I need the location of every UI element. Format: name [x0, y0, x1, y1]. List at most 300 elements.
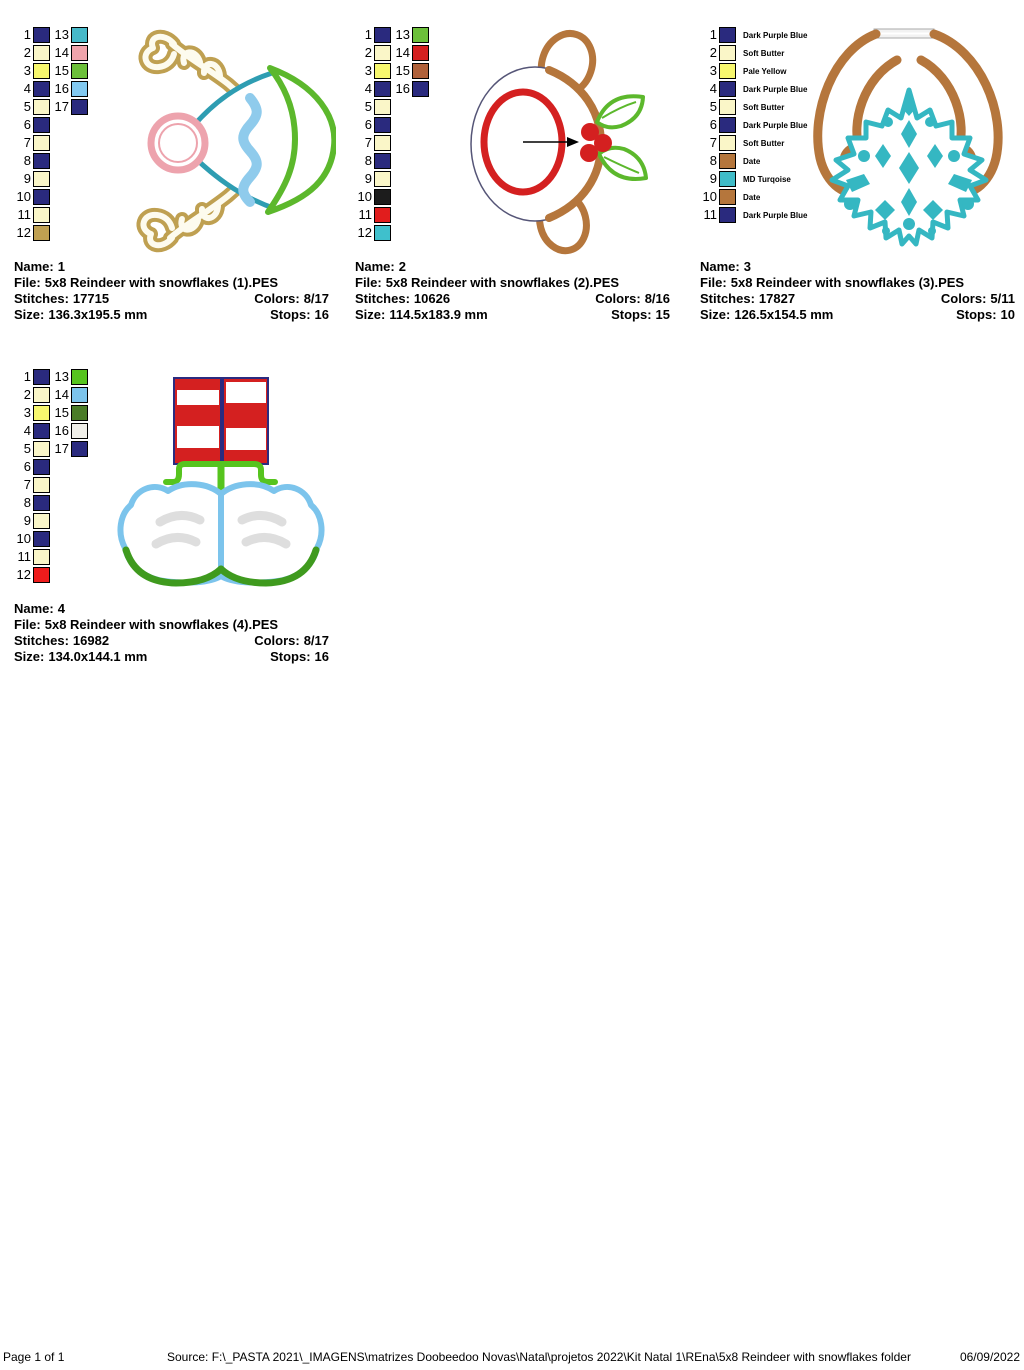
thread-color-entry: [52, 80, 88, 98]
name-label: Name:: [355, 259, 395, 274]
elf-legs-and-boots-drawing: [114, 370, 329, 600]
thread-color-entry: [393, 80, 429, 98]
thread-color-row: [14, 170, 88, 188]
thread-color-entry: [393, 62, 429, 80]
stops-value: 16: [314, 649, 329, 664]
thread-color-number: 11: [17, 207, 31, 222]
thread-color-number: 15: [54, 405, 69, 420]
thread-color-row: [700, 152, 807, 170]
thread-color-row: [700, 98, 807, 116]
thread-color-swatch: [719, 153, 736, 169]
thread-color-number: 13: [54, 369, 69, 384]
thread-color-swatch: [33, 207, 50, 223]
thread-color-entry: [700, 80, 807, 98]
thread-color-row: [700, 188, 807, 206]
design-section-1: [14, 20, 346, 350]
meta-file-line: [14, 275, 329, 291]
thread-color-swatch: [719, 99, 736, 115]
thread-color-number: 13: [54, 27, 69, 42]
thread-color-entry: [355, 26, 391, 44]
page-footer: [0, 1350, 1024, 1366]
thread-color-number: 10: [16, 531, 31, 546]
thread-color-entry: [355, 80, 391, 98]
name-value: 3: [743, 259, 751, 274]
thread-color-entry: [52, 62, 88, 80]
thread-color-swatch: [71, 27, 88, 43]
thread-color-number: 6: [709, 117, 717, 132]
thread-color-entry: [14, 368, 50, 386]
stitches-label: Stitches:: [14, 291, 69, 306]
thread-color-entry: [52, 44, 88, 62]
thread-color-number: 11: [358, 207, 372, 222]
thread-color-entry: [355, 62, 391, 80]
thread-color-entry: [355, 98, 391, 116]
colors-value: 8/16: [644, 291, 670, 306]
thread-color-swatch: [71, 405, 88, 421]
thread-color-entry: [700, 134, 784, 152]
thread-color-number: 7: [364, 135, 372, 150]
thread-color-list: [700, 26, 807, 224]
thread-color-number: 17: [54, 441, 69, 456]
thread-color-number: 9: [709, 171, 717, 186]
thread-color-row: [14, 494, 88, 512]
thread-color-swatch: [33, 513, 50, 529]
thread-color-swatch: [33, 531, 50, 547]
thread-color-row: [700, 62, 807, 80]
thread-color-entry: [14, 476, 50, 494]
thread-color-row: [14, 458, 88, 476]
thread-color-swatch: [374, 45, 391, 61]
thread-color-name: Pale Yellow: [743, 66, 787, 76]
name-value: 1: [57, 259, 65, 274]
thread-color-row: [14, 530, 88, 548]
thread-color-entry: [393, 26, 429, 44]
file-value: 5x8 Reindeer with snowflakes (3).PES: [730, 275, 965, 290]
thread-color-row: [14, 548, 88, 566]
thread-color-entry: [355, 116, 391, 134]
reindeer-head-with-holly-drawing: [463, 26, 678, 256]
thread-color-entry: [14, 404, 50, 422]
thread-color-number: 14: [54, 45, 69, 60]
thread-color-swatch: [33, 387, 50, 403]
file-value: 5x8 Reindeer with snowflakes (4).PES: [44, 617, 279, 632]
thread-color-swatch: [71, 387, 88, 403]
thread-color-row: [355, 188, 429, 206]
size-value: 126.5x154.5 mm: [734, 307, 834, 322]
stitches-value: 17715: [72, 291, 110, 306]
file-label: File:: [14, 617, 41, 632]
stitches-value: 17827: [758, 291, 796, 306]
thread-color-entry: [355, 206, 391, 224]
thread-color-swatch: [374, 27, 391, 43]
stops-label: Stops:: [270, 649, 311, 664]
meta-file-line: [14, 617, 329, 633]
thread-color-entry: [355, 134, 391, 152]
thread-color-swatch: [374, 225, 391, 241]
thread-color-number: 3: [364, 63, 372, 78]
stitches-label: Stitches:: [355, 291, 410, 306]
thread-color-number: 12: [16, 567, 31, 582]
thread-color-row: [14, 206, 88, 224]
thread-color-swatch: [719, 207, 736, 223]
thread-color-swatch: [374, 189, 391, 205]
design-preview-antlers-snowflake: [800, 24, 1020, 259]
thread-color-entry: [14, 440, 50, 458]
thread-color-row: [700, 134, 807, 152]
thread-color-number: 8: [709, 153, 717, 168]
thread-color-name: Soft Butter: [743, 48, 785, 58]
thread-color-entry: [14, 422, 50, 440]
thread-color-number: 16: [54, 423, 69, 438]
thread-color-number: 10: [16, 189, 31, 204]
thread-color-swatch: [374, 153, 391, 169]
thread-color-swatch: [33, 549, 50, 565]
thread-color-swatch: [412, 45, 429, 61]
size-value: 114.5x183.9 mm: [389, 307, 488, 322]
thread-color-row: [355, 152, 429, 170]
thread-color-swatch: [412, 27, 429, 43]
size-label: Size:: [355, 307, 386, 322]
size-label: Size:: [14, 649, 45, 664]
thread-color-number: 3: [23, 405, 31, 420]
thread-color-swatch: [33, 567, 50, 583]
thread-color-name: Dark Purple Blue: [743, 30, 808, 40]
thread-color-number: 2: [709, 45, 717, 60]
colors-label: Colors:: [940, 291, 987, 306]
thread-color-row: [355, 116, 429, 134]
thread-color-number: 5: [23, 99, 31, 114]
thread-color-entry: [700, 116, 807, 134]
thread-color-row: [14, 512, 88, 530]
thread-color-number: 3: [23, 63, 31, 78]
meta-stitches-line: [700, 291, 1015, 307]
thread-color-row: [700, 206, 807, 224]
thread-color-number: 1: [709, 27, 717, 42]
thread-color-number: 6: [364, 117, 372, 132]
thread-color-entry: [14, 530, 50, 548]
thread-color-entry: [14, 62, 50, 80]
design-meta-2: [355, 259, 670, 323]
thread-color-swatch: [374, 207, 391, 223]
thread-color-swatch: [33, 27, 50, 43]
stitches-value: 16982: [72, 633, 110, 648]
thread-color-list: [14, 368, 88, 584]
thread-color-number: 11: [17, 549, 31, 564]
stitches-value: 10626: [413, 291, 451, 306]
thread-color-entry: [52, 440, 88, 458]
thread-color-row: [700, 80, 807, 98]
thread-color-name: Dark Purple Blue: [743, 210, 808, 220]
thread-color-list: [14, 26, 88, 242]
meta-size-line: [14, 307, 329, 323]
thread-color-swatch: [71, 369, 88, 385]
thread-color-entry: [14, 98, 50, 116]
thread-color-swatch: [719, 189, 736, 205]
thread-color-number: 16: [54, 81, 69, 96]
thread-color-name: Soft Butter: [743, 102, 785, 112]
thread-color-name: Date: [743, 156, 761, 166]
file-label: File:: [355, 275, 382, 290]
thread-color-swatch: [33, 99, 50, 115]
thread-color-number: 6: [23, 117, 31, 132]
thread-color-row: [700, 44, 807, 62]
design-preview-hat-antlers: [126, 26, 336, 261]
thread-color-swatch: [719, 171, 736, 187]
thread-color-swatch: [719, 45, 736, 61]
stops-label: Stops:: [956, 307, 997, 322]
thread-color-swatch: [412, 81, 429, 97]
thread-color-entry: [355, 170, 391, 188]
thread-color-number: 8: [23, 495, 31, 510]
thread-color-entry: [14, 206, 50, 224]
stops-label: Stops:: [270, 307, 311, 322]
thread-color-row: [355, 26, 429, 44]
meta-size-line: [355, 307, 670, 323]
thread-color-row: [14, 386, 88, 404]
design-preview-elf-boots: [114, 370, 329, 605]
colors-value: 5/11: [990, 291, 1015, 306]
thread-color-row: [355, 62, 429, 80]
thread-color-swatch: [33, 63, 50, 79]
size-label: Size:: [700, 307, 731, 322]
thread-color-name: Dark Purple Blue: [743, 120, 808, 130]
thread-color-entry: [52, 368, 88, 386]
file-value: 5x8 Reindeer with snowflakes (2).PES: [385, 275, 620, 290]
thread-color-name: MD Turqoise: [743, 174, 791, 184]
thread-color-number: 4: [364, 81, 372, 96]
thread-color-number: 1: [23, 369, 31, 384]
stitches-label: Stitches:: [14, 633, 69, 648]
thread-color-swatch: [33, 189, 50, 205]
thread-color-entry: [14, 116, 50, 134]
thread-color-name: Dark Purple Blue: [743, 84, 808, 94]
name-label: Name:: [700, 259, 740, 274]
thread-color-swatch: [719, 117, 736, 133]
thread-color-swatch: [71, 441, 88, 457]
thread-color-entry: [14, 80, 50, 98]
thread-color-entry: [700, 98, 784, 116]
thread-color-entry: [700, 206, 807, 224]
thread-color-entry: [14, 170, 50, 188]
thread-color-entry: [700, 152, 760, 170]
thread-color-swatch: [33, 423, 50, 439]
antlers-with-snowflake-drawing: [800, 24, 1020, 254]
thread-color-row: [14, 134, 88, 152]
thread-color-swatch: [33, 117, 50, 133]
thread-color-row: [14, 62, 88, 80]
stops-label: Stops:: [611, 307, 652, 322]
thread-color-entry: [355, 152, 391, 170]
thread-color-entry: [52, 404, 88, 422]
thread-color-swatch: [374, 99, 391, 115]
thread-color-row: [14, 26, 88, 44]
colors-value: 8/17: [303, 291, 329, 306]
design-section-3: [700, 20, 1024, 350]
thread-color-name: Date: [743, 192, 761, 202]
thread-color-swatch: [374, 63, 391, 79]
meta-name-line: [700, 259, 1015, 275]
thread-color-row: [700, 26, 807, 44]
thread-color-number: 9: [364, 171, 372, 186]
thread-color-row: [14, 152, 88, 170]
thread-color-swatch: [719, 81, 736, 97]
thread-color-number: 3: [709, 63, 717, 78]
thread-color-swatch: [33, 81, 50, 97]
thread-color-swatch: [33, 135, 50, 151]
colors-label: Colors:: [595, 291, 641, 306]
meta-size-line: [14, 649, 329, 665]
thread-color-number: 14: [395, 45, 410, 60]
thread-color-swatch: [412, 63, 429, 79]
thread-color-entry: [14, 566, 50, 584]
thread-color-entry: [355, 188, 391, 206]
thread-color-entry: [52, 26, 88, 44]
thread-color-number: 11: [703, 207, 717, 222]
colors-value: 8/17: [303, 633, 329, 648]
thread-color-number: 8: [364, 153, 372, 168]
thread-color-entry: [355, 44, 391, 62]
thread-color-swatch: [71, 99, 88, 115]
thread-color-row: [14, 440, 88, 458]
thread-color-swatch: [374, 171, 391, 187]
thread-color-number: 9: [23, 171, 31, 186]
thread-color-swatch: [374, 135, 391, 151]
thread-color-swatch: [71, 45, 88, 61]
thread-color-number: 10: [357, 189, 372, 204]
thread-color-swatch: [33, 459, 50, 475]
thread-color-swatch: [33, 495, 50, 511]
stops-value: 10: [1000, 307, 1015, 322]
thread-color-entry: [52, 422, 88, 440]
thread-color-number: 1: [364, 27, 372, 42]
thread-color-number: 1: [23, 27, 31, 42]
thread-color-number: 5: [364, 99, 372, 114]
page-number: Page 1 of 1: [3, 1350, 65, 1364]
thread-color-row: [355, 98, 429, 116]
thread-color-number: 14: [54, 387, 69, 402]
thread-color-number: 8: [23, 153, 31, 168]
name-value: 2: [398, 259, 406, 274]
name-value: 4: [57, 601, 65, 616]
thread-color-number: 4: [23, 81, 31, 96]
thread-color-entry: [14, 512, 50, 530]
thread-color-number: 12: [16, 225, 31, 240]
thread-color-row: [14, 566, 88, 584]
thread-color-number: 7: [23, 135, 31, 150]
thread-color-entry: [14, 494, 50, 512]
stops-value: 16: [314, 307, 329, 322]
meta-name-line: [14, 601, 329, 617]
thread-color-swatch: [71, 63, 88, 79]
thread-color-entry: [14, 44, 50, 62]
footer-date: 06/09/2022: [959, 1350, 1020, 1364]
elf-hat-with-antlers-drawing: [126, 26, 336, 256]
thread-color-number: 16: [395, 81, 410, 96]
thread-color-row: [355, 224, 429, 242]
thread-color-entry: [355, 224, 391, 242]
thread-color-entry: [700, 44, 784, 62]
thread-color-entry: [14, 458, 50, 476]
thread-color-number: 9: [23, 513, 31, 528]
stitches-label: Stitches:: [700, 291, 755, 306]
thread-color-row: [14, 98, 88, 116]
design-meta-4: [14, 601, 329, 665]
thread-color-swatch: [33, 45, 50, 61]
thread-color-swatch: [374, 81, 391, 97]
thread-color-entry: [14, 548, 50, 566]
size-value: 136.3x195.5 mm: [48, 307, 148, 322]
thread-color-number: 13: [395, 27, 410, 42]
thread-color-swatch: [719, 135, 736, 151]
thread-color-number: 6: [23, 459, 31, 474]
colors-label: Colors:: [254, 291, 300, 306]
thread-color-number: 4: [23, 423, 31, 438]
thread-color-swatch: [33, 369, 50, 385]
thread-color-row: [14, 404, 88, 422]
thread-color-swatch: [33, 405, 50, 421]
size-value: 134.0x144.1 mm: [48, 649, 148, 664]
thread-color-entry: [14, 188, 50, 206]
thread-color-number: 2: [23, 387, 31, 402]
stops-value: 15: [655, 307, 670, 322]
design-meta-3: [700, 259, 1015, 323]
design-section-2: [355, 20, 687, 350]
thread-color-swatch: [71, 423, 88, 439]
thread-color-number: 2: [23, 45, 31, 60]
thread-color-entry: [700, 26, 807, 44]
thread-color-list: [355, 26, 429, 242]
meta-name-line: [14, 259, 329, 275]
thread-color-entry: [393, 44, 429, 62]
thread-color-row: [14, 422, 88, 440]
source-path: Source: F:\_PASTA 2021\_IMAGENS\matrizes Doobeedoo Novas\Natal\projetos 2022\Kit Natal 1\REna\5x8 Reindeer with snowflakes folder: [167, 1350, 911, 1364]
meta-stitches-line: [14, 633, 329, 649]
name-label: Name:: [14, 259, 54, 274]
thread-color-row: [14, 44, 88, 62]
thread-color-number: 5: [709, 99, 717, 114]
thread-color-swatch: [33, 225, 50, 241]
thread-color-swatch: [719, 27, 736, 43]
thread-color-entry: [700, 188, 760, 206]
meta-name-line: [355, 259, 670, 275]
thread-color-entry: [14, 386, 50, 404]
thread-color-name: Soft Butter: [743, 138, 785, 148]
size-label: Size:: [14, 307, 45, 322]
file-value: 5x8 Reindeer with snowflakes (1).PES: [44, 275, 279, 290]
meta-stitches-line: [14, 291, 329, 307]
thread-color-row: [14, 116, 88, 134]
design-section-4: [14, 362, 346, 692]
meta-size-line: [700, 307, 1015, 323]
thread-color-entry: [700, 62, 786, 80]
thread-color-number: 5: [23, 441, 31, 456]
thread-color-entry: [700, 170, 791, 188]
thread-color-entry: [14, 224, 50, 242]
thread-color-entry: [14, 152, 50, 170]
thread-color-number: 4: [709, 81, 717, 96]
design-preview-reindeer-head: [463, 26, 678, 261]
file-label: File:: [14, 275, 41, 290]
thread-color-swatch: [33, 153, 50, 169]
thread-color-row: [355, 170, 429, 188]
thread-color-row: [14, 80, 88, 98]
thread-color-number: 15: [395, 63, 410, 78]
thread-color-entry: [52, 98, 88, 116]
meta-file-line: [700, 275, 1015, 291]
thread-color-swatch: [71, 81, 88, 97]
thread-color-row: [700, 170, 807, 188]
thread-color-swatch: [719, 63, 736, 79]
